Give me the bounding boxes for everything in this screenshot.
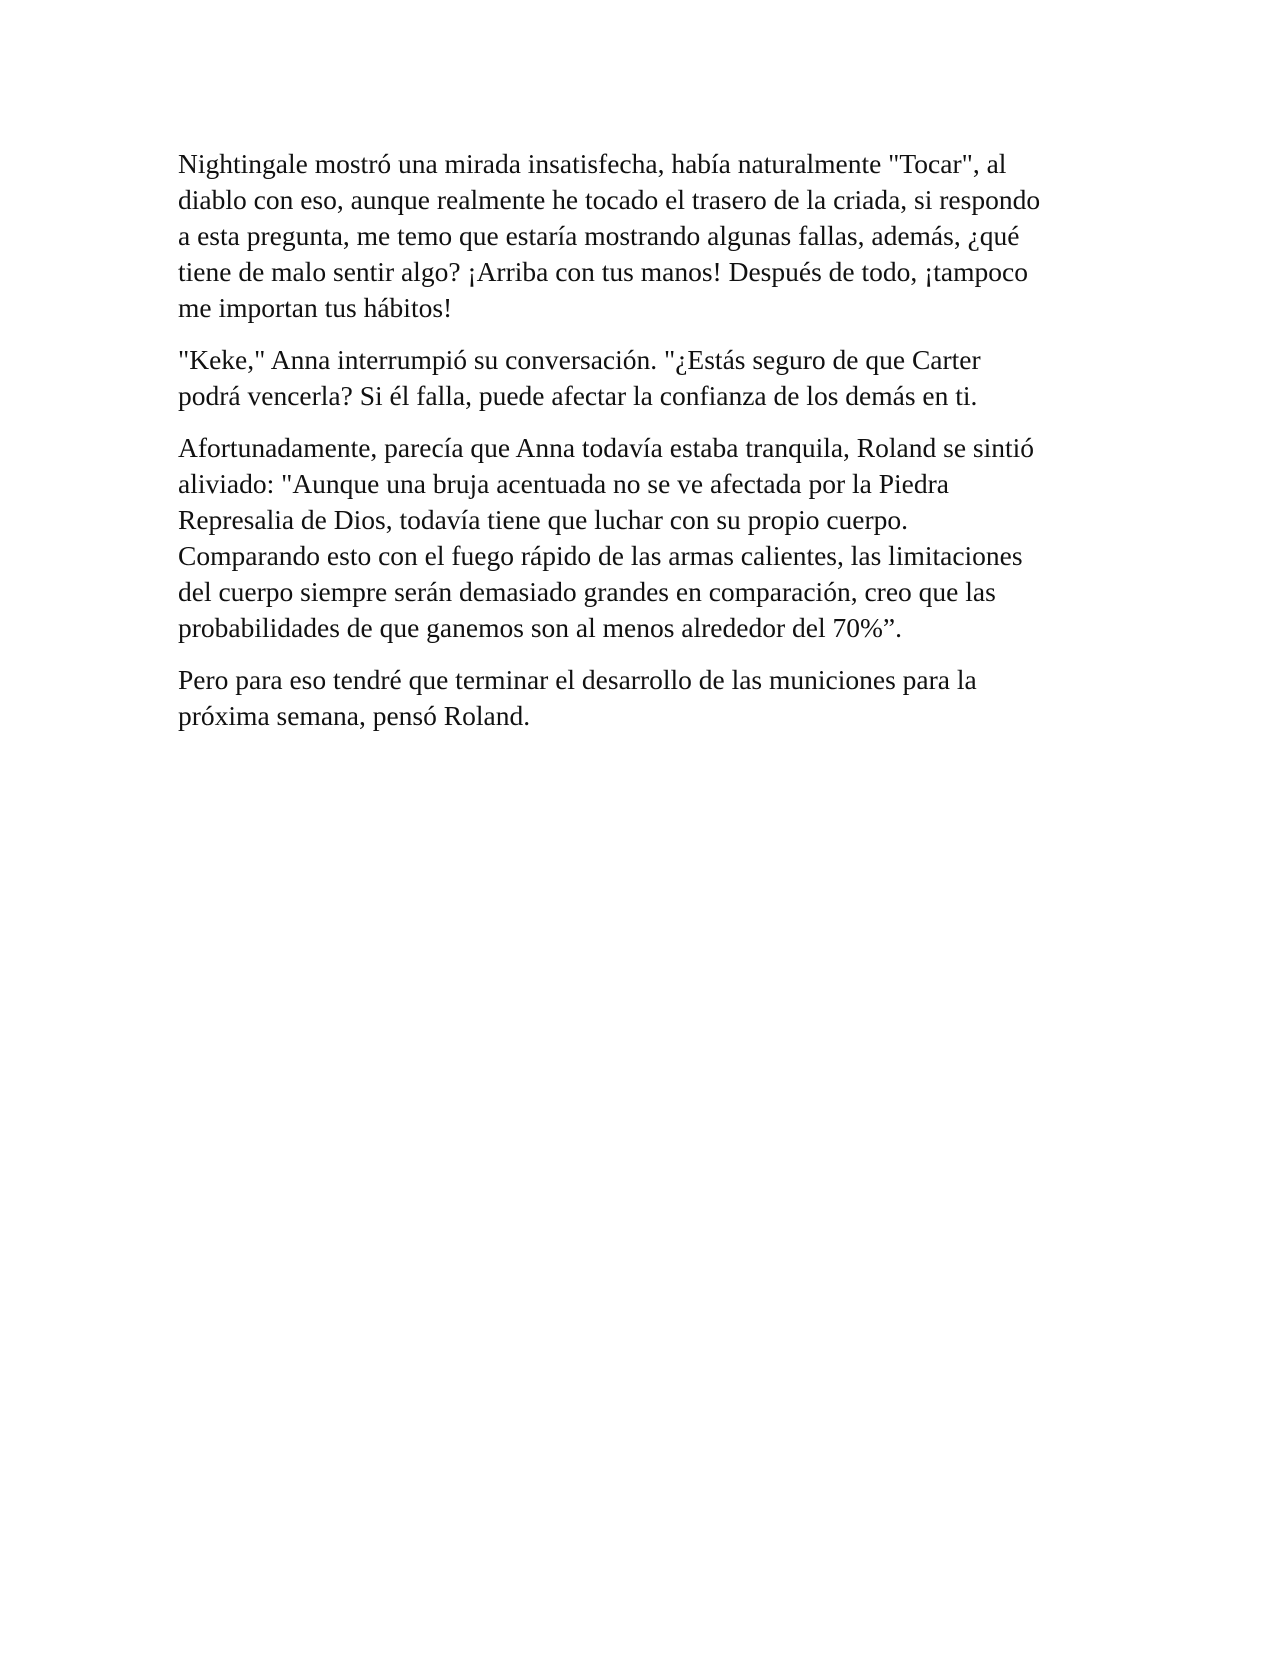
- text-line: aliviado: "Aunque una bruja acentuada no se ve afectada por la Piedra: [178, 468, 949, 499]
- text-line: Represalia de Dios, todavía tiene que luchar con su propio cuerpo.: [178, 504, 909, 535]
- paragraph-2: [178, 342, 1108, 414]
- text-line: probabilidades de que ganemos son al menos alrededor del 70%”.: [178, 612, 902, 643]
- paragraph-4: [178, 662, 1108, 734]
- text-line: Nightingale mostró una mirada insatisfecha, había naturalmente "Tocar", al: [178, 148, 1007, 179]
- text-line: diablo con eso, aunque realmente he tocado el trasero de la criada, si respondo: [178, 184, 1041, 215]
- text-line: podrá vencerla? Si él falla, puede afectar la confianza de los demás en ti.: [178, 380, 978, 411]
- text-line: "Keke," Anna interrumpió su conversación. "¿Estás seguro de que Carter: [178, 344, 981, 375]
- text-line: a esta pregunta, me temo que estaría mostrando algunas fallas, además, ¿qué: [178, 220, 1020, 251]
- text-line: Comparando esto con el fuego rápido de las armas calientes, las limitaciones: [178, 540, 1023, 571]
- text-line: próxima semana, pensó Roland.: [178, 700, 531, 731]
- paragraph-3: [178, 430, 1108, 646]
- text-line: tiene de malo sentir algo? ¡Arriba con tus manos! Después de todo, ¡tampoco: [178, 256, 1028, 287]
- text-line: Afortunadamente, parecía que Anna todavía estaba tranquila, Roland se sintió: [178, 432, 1035, 463]
- text-line: del cuerpo siempre serán demasiado grandes en comparación, creo que las: [178, 576, 996, 607]
- paragraph-1: [178, 146, 1108, 326]
- document-body: [178, 146, 1108, 750]
- text-line: me importan tus hábitos!: [178, 292, 453, 323]
- text-line: Pero para eso tendré que terminar el desarrollo de las municiones para la: [178, 664, 977, 695]
